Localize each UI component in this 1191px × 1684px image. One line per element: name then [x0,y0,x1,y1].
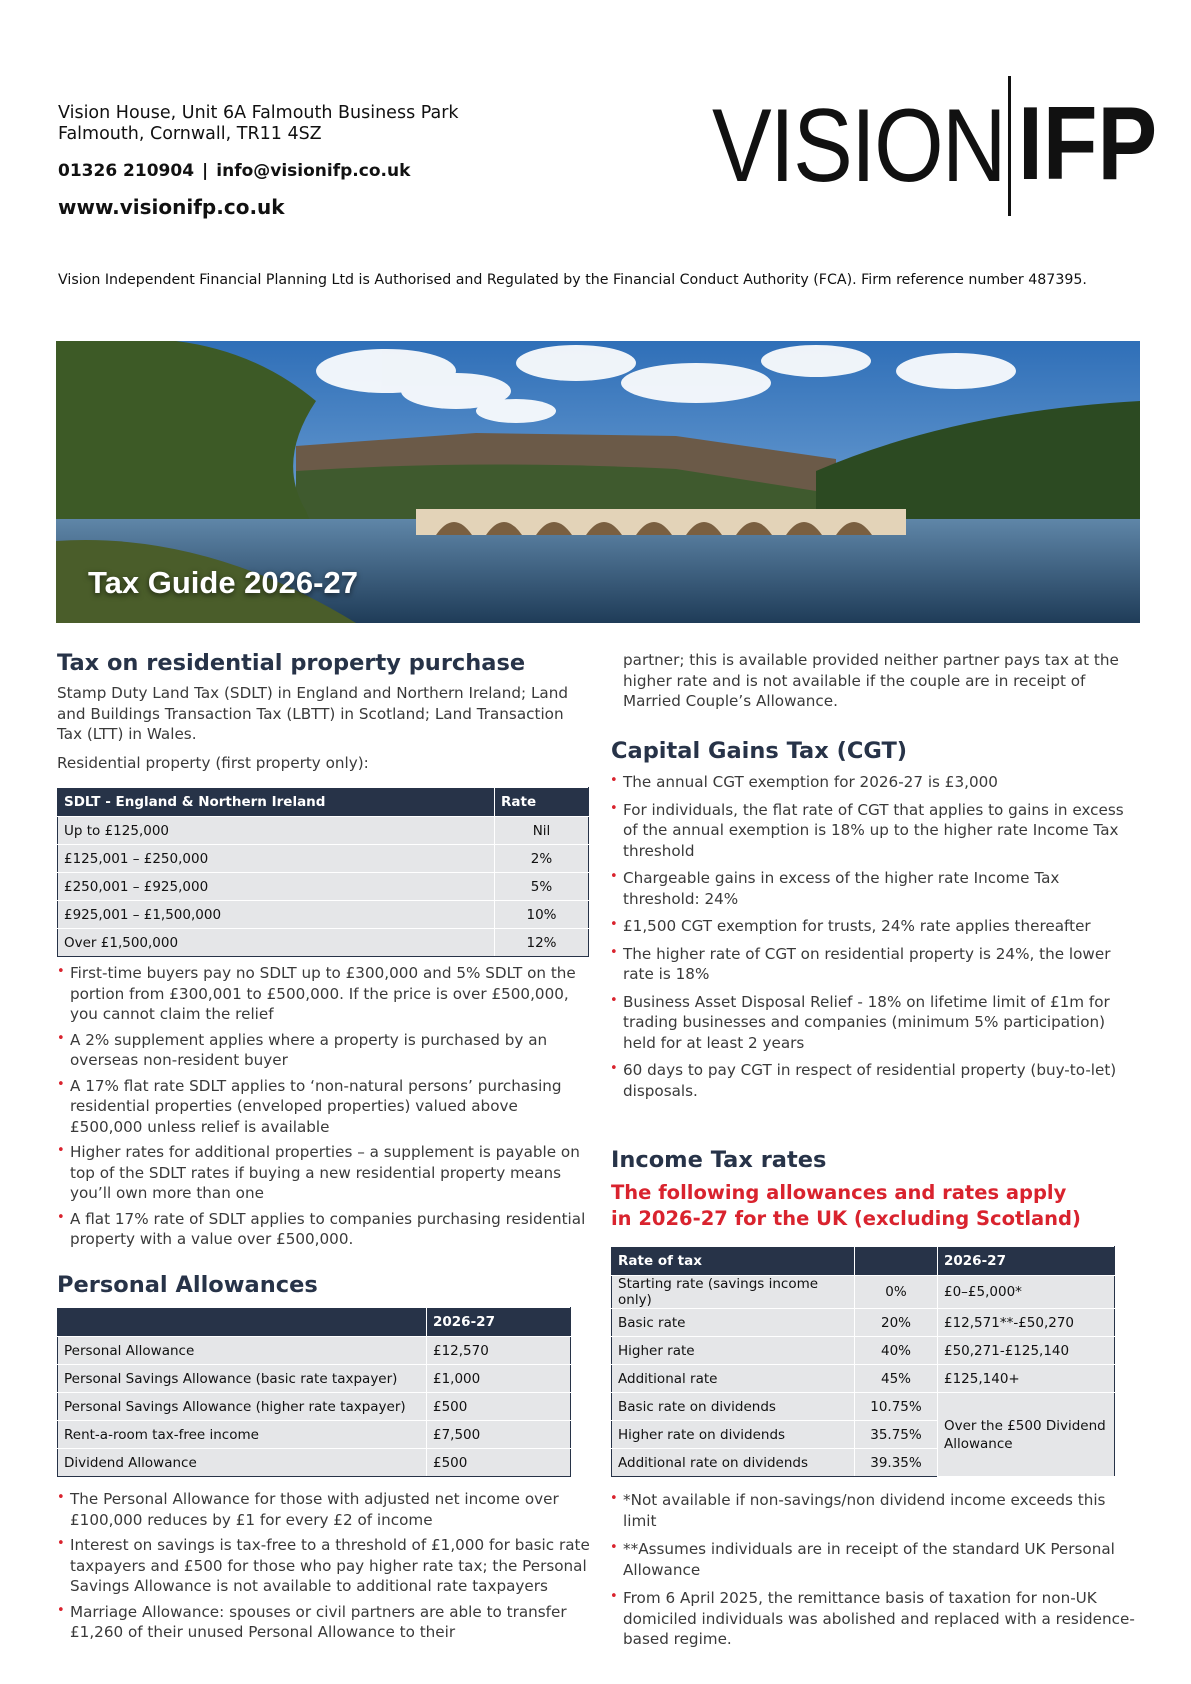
personal-allowances-table [57,1307,571,1477]
table-row [58,1337,571,1365]
cgt-heading: Capital Gains Tax (CGT) [611,738,908,764]
band-cell: £12,571**-£50,270 [938,1309,1115,1337]
website-link[interactable]: www.visionifp.co.uk [58,195,285,219]
rate-name-cell: Starting rate (savings income only) [612,1276,855,1309]
list-item: • The Personal Allowance for those with adjusted net income over £100,000 reduces by £1 for every £2 of income [57,1489,595,1530]
cgt-bullets [610,772,1130,1108]
company-address [58,103,459,145]
rate-name-cell: Higher rate [612,1337,855,1365]
percentage-cell: 20% [855,1309,938,1337]
allowance-cell: Personal Savings Allowance (higher rate taxpayer) [58,1393,427,1421]
allowance-cell: Rent-a-room tax-free income [58,1421,427,1449]
dividend-note-cell: Over the £500 Dividend Allowance [938,1393,1115,1477]
marriage-allowance-continuation: partner; this is available provided neither partner pays tax at the higher rate and is not available if the couple are in receipt of Married Couple’s Allowance. [623,651,1119,710]
band-cell: £50,271-£125,140 [938,1337,1115,1365]
sdlt-bullets [57,963,595,1255]
list-item: • **Assumes individuals are in receipt of the standard UK Personal Allowance [610,1539,1140,1580]
list-item: • Interest on savings is tax-free to a threshold of £1,000 for basic rate taxpayers and £500 for those who pay higher rate tax; the Personal Savings Allowance is not available to additional rate taxpayers [57,1535,595,1597]
income-tax-notes [610,1490,1140,1658]
rate-cell: 12% [495,929,589,957]
table-row [58,901,589,929]
table-row [58,1421,571,1449]
table-row [58,817,589,845]
column-header: Rate [495,788,589,817]
table-header-row [58,788,589,817]
table-row [58,1365,571,1393]
allowance-cell: Dividend Allowance [58,1449,427,1477]
column-header: SDLT - England & Northern Ireland [58,788,495,817]
table-row [58,873,589,901]
list-item: • The higher rate of CGT on residential property is 24%, the lower rate is 18% [610,944,1130,985]
email-link[interactable]: info@visionifp.co.uk [216,161,411,181]
list-item: • A 2% supplement applies where a property is purchased by an overseas non-resident buyer [57,1030,595,1071]
column-header [58,1308,427,1337]
table-row [612,1393,1115,1421]
list-item: • *Not available if non-savings/non dividend income exceeds this limit [610,1490,1140,1531]
rate-cell: 5% [495,873,589,901]
column-header: 2026-27 [938,1247,1115,1276]
logo-ifp-text: IFP [1018,86,1158,202]
rate-cell: 2% [495,845,589,873]
percentage-cell: 0% [855,1276,938,1309]
list-item: • From 6 April 2025, the remittance basis of taxation for non-UK domiciled individuals was abolished and replaced with a residence-based regime. [610,1588,1140,1650]
address-line-2: Falmouth, Cornwall, TR11 4SZ [58,124,322,144]
table-header-row [58,1308,571,1337]
list-item: • Business Asset Disposal Relief - 18% on lifetime limit of £1m for trading businesses and companies (minimum 5% participation) held for at least 2 years [610,992,1130,1054]
table-row [58,1393,571,1421]
list-item: • The annual CGT exemption for 2026-27 is £3,000 [610,772,1130,793]
sdlt-rates-table [57,787,589,957]
rate-name-cell: Additional rate on dividends [612,1449,855,1477]
table-header-row [612,1247,1115,1276]
column-header: Rate of tax [612,1247,855,1276]
column-header [855,1247,938,1276]
rate-cell: Nil [495,817,589,845]
band-cell: Over £1,500,000 [58,929,495,957]
allowances-heading: Personal Allowances [57,1272,318,1298]
table-row [58,929,589,957]
sdlt-heading: Tax on residential property purchase [57,650,526,676]
regulatory-statement: Vision Independent Financial Planning Ltd is Authorised and Regulated by the Financial Conduct Authority (FCA). Firm reference number 487395. [58,272,1087,288]
percentage-cell: 40% [855,1337,938,1365]
logo-divider [1008,76,1011,216]
rate-name-cell: Basic rate on dividends [612,1393,855,1421]
table-row [612,1276,1115,1309]
table-row [58,1449,571,1477]
income-tax-heading: Income Tax rates [611,1147,827,1173]
list-item: • 60 days to pay CGT in respect of residential property (buy-to-let) disposals. [610,1060,1130,1101]
band-cell: £925,001 – £1,500,000 [58,901,495,929]
visionifp-logo [712,76,1158,216]
allowance-cell: Personal Savings Allowance (basic rate taxpayer) [58,1365,427,1393]
sdlt-intro: Stamp Duty Land Tax (SDLT) in England and Northern Ireland; Land and Buildings Transaction Tax (LBTT) in Scotland; Land Transaction Tax (LTT) in Wales. [57,684,568,743]
list-item: • For individuals, the flat rate of CGT that applies to gains in excess of the annual exemption is 18% up to the higher rate Income Tax threshold [610,800,1130,862]
contact-separator: | [202,161,209,181]
percentage-cell: 35.75% [855,1421,938,1449]
list-item: • First-time buyers pay no SDLT up to £300,000 and 5% SDLT on the portion from £300,001 to £500,000. If the price is over £500,000, you cannot claim the relief [57,963,595,1025]
list-item: • Chargeable gains in excess of the higher rate Income Tax threshold: 24% [610,868,1130,909]
phone-number[interactable]: 01326 210904 [58,161,195,181]
logo-vision-text: VISION [712,88,1005,204]
table-row [612,1337,1115,1365]
list-item: • A flat 17% rate of SDLT applies to companies purchasing residential property with a value over £500,000. [57,1209,595,1250]
rate-name-cell: Basic rate [612,1309,855,1337]
rate-name-cell: Higher rate on dividends [612,1421,855,1449]
allowance-cell: Personal Allowance [58,1337,427,1365]
table-row [58,845,589,873]
band-cell: £250,001 – £925,000 [58,873,495,901]
amount-cell: £12,570 [427,1337,571,1365]
amount-cell: £500 [427,1449,571,1477]
hero-title: Tax Guide 2026-27 [88,565,358,600]
percentage-cell: 39.35% [855,1449,938,1477]
percentage-cell: 45% [855,1365,938,1393]
table-row [612,1309,1115,1337]
income-tax-rates-table [611,1246,1115,1477]
contact-line [58,161,410,181]
band-cell: £125,001 – £250,000 [58,845,495,873]
band-cell: £0–£5,000* [938,1276,1115,1309]
amount-cell: £1,000 [427,1365,571,1393]
amount-cell: £500 [427,1393,571,1421]
list-item: • £1,500 CGT exemption for trusts, 24% rate applies thereafter [610,916,1130,937]
band-cell: Up to £125,000 [58,817,495,845]
sdlt-subintro: Residential property (first property only): [57,754,369,772]
rate-name-cell: Additional rate [612,1365,855,1393]
hero-landscape-image [56,341,1140,623]
address-line-1: Vision House, Unit 6A Falmouth Business Park [58,103,459,123]
list-item: • Marriage Allowance: spouses or civil partners are able to transfer £1,260 of their unused Personal Allowance to their [57,1602,595,1643]
list-item: • Higher rates for additional properties – a supplement is payable on top of the SDLT rates if buying a new residential property means you’ll own more than one [57,1142,595,1204]
table-row [612,1365,1115,1393]
income-tax-subheading: The following allowances and rates apply in 2026-27 for the UK (excluding Scotland) [611,1181,1081,1230]
rate-cell: 10% [495,901,589,929]
allowances-bullets [57,1489,595,1648]
band-cell: £125,140+ [938,1365,1115,1393]
percentage-cell: 10.75% [855,1393,938,1421]
amount-cell: £7,500 [427,1421,571,1449]
column-header: 2026-27 [427,1308,571,1337]
list-item: • A 17% flat rate SDLT applies to ‘non-natural persons’ purchasing residential properties (enveloped properties) valued above £500,000 unless relief is available [57,1076,595,1138]
